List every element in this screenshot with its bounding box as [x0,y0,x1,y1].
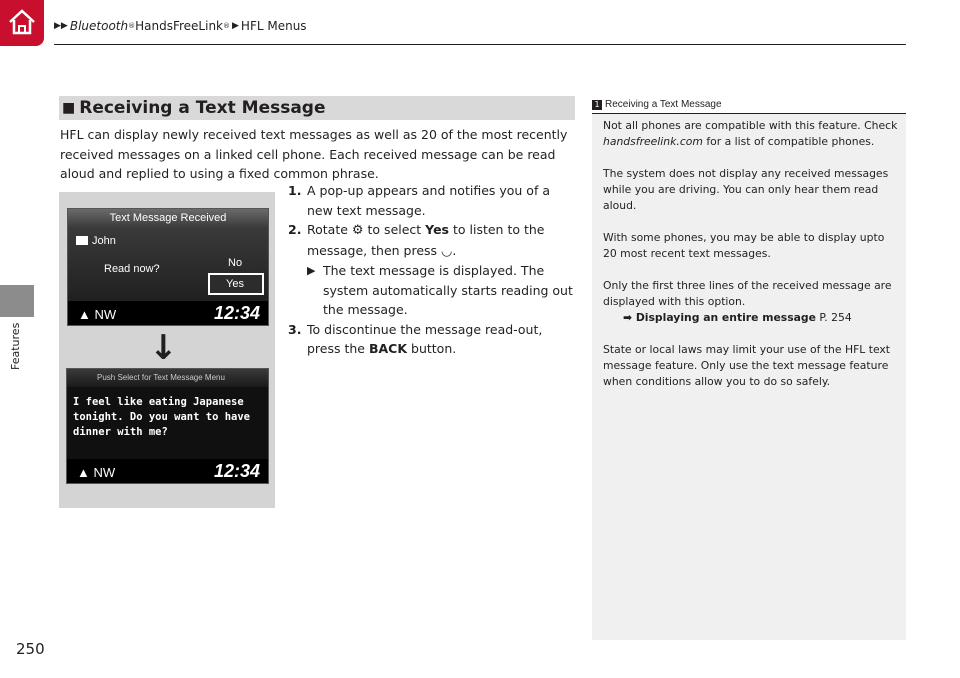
steps-list [287,181,577,359]
message-text: I feel like eating Japanese tonight. Do you want to have dinner with me? [73,396,251,438]
home-icon[interactable] [0,0,44,46]
result-arrow-icon: ▶ [307,264,316,277]
note-three-lines: Only the first three lines of the received message are displayed with this option. ➡ Displaying an entire message P. 254 [603,279,892,324]
clock: 12:34 [213,461,260,481]
step-2-result [307,261,577,320]
down-arrow-icon: ↓ [149,328,178,368]
notes-sidebar [592,96,906,640]
interface-dial-icon: ⚙ [351,223,364,238]
compass-direction: ▲ NW [78,307,117,322]
yes-label: Yes [425,222,449,237]
section-marker-icon: ■ [62,100,76,116]
note-driving: The system does not display any received messages while you are driving. You can only hear them read aloud. [603,167,889,212]
mail-icon [76,236,88,245]
yes-option: Yes [208,273,264,295]
sidebar-title: Receiving a Text Message [605,99,722,110]
intro-paragraph: HFL can display newly received text messages as well as 20 of the most recently received messages on a linked cell phone. Each received message can be read aloud and replied to using a fixed common phrase. [60,127,568,181]
status-bar [68,301,268,325]
step-text: To discontinue the message read-out, press the [307,321,543,356]
step-number: 1. [288,183,302,198]
breadcrumb-arrow-icon: ▶▶ [54,21,68,31]
note-recent-messages: With some phones, you may be able to display upto 20 most recent text messages. [603,231,885,260]
section-title: Receiving a Text Message [79,98,326,118]
breadcrumb-bluetooth-link[interactable]: Bluetooth [69,19,129,33]
breadcrumb-current: HFL Menus [240,19,307,33]
result-text: The text message is displayed. The system automatically starts reading out the message. [323,263,573,317]
step-text: . [452,242,457,258]
step-text: button. [407,341,457,356]
registered-mark: ® [128,22,136,30]
message-screen-title: Push Select for Text Message Menu [67,369,268,387]
sender-row [76,235,116,247]
registered-mark: ® [223,22,230,30]
step-number: 3. [288,321,302,337]
step-text: to select [363,222,426,237]
header-divider [54,44,906,45]
status-bar [67,459,268,483]
reference-arrow-icon: ➡ [623,311,636,324]
chapter-label: Features [9,323,22,371]
popup-screen [67,208,269,326]
cross-reference-link[interactable]: ➡ Displaying an entire message P. 254 [623,311,852,324]
note-number-icon: 1 [592,100,602,110]
press-dial-icon: ◡ [441,243,453,259]
sidebar-body [603,118,899,406]
note-compatibility: Not all phones are compatible with this feature. Check handsfreelink.com for a list of compatible phones. [603,119,898,148]
page-number: 250 [16,640,45,658]
step-text: Rotate [307,222,352,237]
section-heading [59,96,575,120]
back-label: BACK [368,341,408,356]
step-3 [287,320,577,359]
step-2 [287,220,577,320]
read-prompt: Read now? [104,263,160,275]
screen-illustration [59,192,275,508]
popup-title: Text Message Received [68,209,268,227]
compass-direction: ▲ NW [77,465,116,480]
clock: 12:34 [213,303,260,323]
breadcrumb [54,19,307,33]
sidebar-heading [592,96,906,114]
breadcrumb-arrow-icon: ▶ [232,21,239,31]
sender-name: John [92,235,116,247]
step-text: A pop-up appears and notifies you of a new text message. [307,183,550,218]
website-link[interactable]: handsfreelink.com [603,135,703,148]
step-text: to listen to the message, then press [307,222,545,258]
breadcrumb-hfl-link[interactable]: HandsFreeLink [135,19,223,33]
message-screen [66,368,269,484]
no-option: No [228,257,243,269]
note-laws: State or local laws may limit your use of the HFL text message feature. Only use the text message feature when conditions allow you to do so safely. [603,343,891,388]
step-number: 2. [288,222,302,237]
step-1 [287,181,577,220]
chapter-tab[interactable] [0,285,34,317]
